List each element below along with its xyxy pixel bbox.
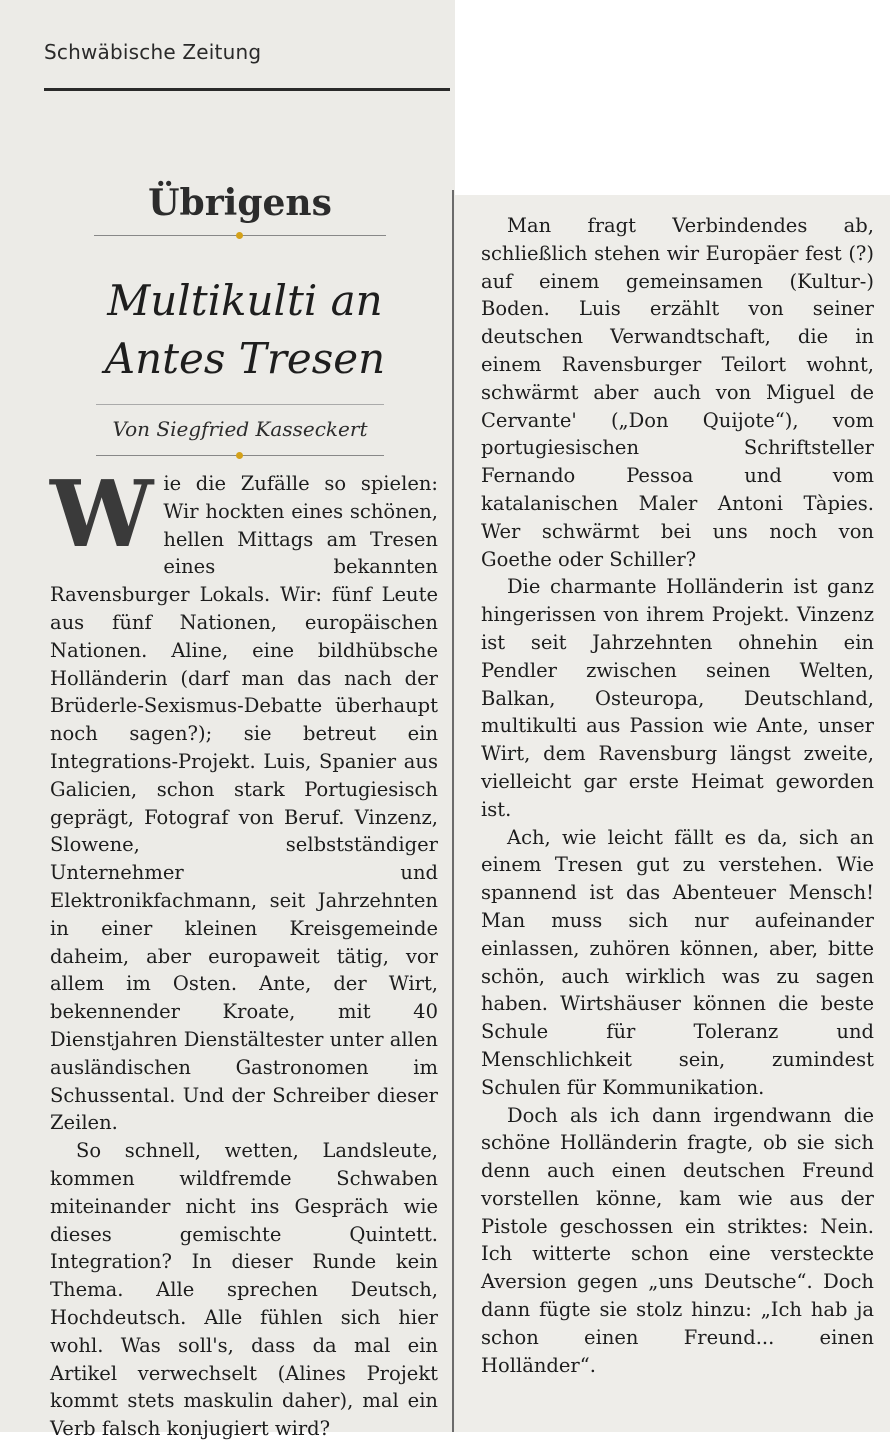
paragraph-text: ie die Zufälle so spielen: Wir hockten eines schönen, hellen Mittags am Tresen eines bekannten Ravensburger Lokals. Wir: fünf Leute aus fünf Nationen, europäischen Nationen. Aline, eine bildhübsche Holländerin (darf man das nach der Brüderle-Sexismus-Debatte überhaupt noch sagen?); sie betreut ein Integrations-Projekt. Luis, Spanier aus Galicien, schon stark Portugiesisch geprägt, Fotograf von Beruf. Vinzenz, Slowene, selbstständiger Unternehmer und Elektronikfachmann, seit Jahrzehnten in einer kleinen Kreisgemeinde daheim, aber europaweit tätig, vor allem im Osten. Ante, der Wirt, bekennender Kroate, mit 40 Dienstjahren Dienstältester unter allen ausländischen Gastronomen im Schussental. Und der Schreiber dieser Zeilen. [50, 472, 438, 1135]
article-column-right [481, 212, 874, 1379]
kicker-ornament-dot [236, 232, 243, 239]
byline-rule-top [96, 404, 384, 405]
article-column-left [50, 460, 438, 1443]
paragraph: Man fragt Verbindendes ab, schließlich stehen wir Europäer fest (?) auf einem gemeinsamen (Kultur-) Boden. Luis erzählt von seiner deutschen Verwandtschaft, die in einem Ravensburger Teilort wohnt, schwärmt aber auch von Miguel de Cervante' („Don Quijote“), vom portugiesischen Schriftsteller Fernando Pessoa und vom katalanischen Maler Antoni Tàpies. Wer schwärmt bei uns noch von Goethe oder Schiller? [481, 214, 874, 571]
article-headline: Multikulti an Antes Tresen [104, 276, 386, 383]
byline-ornament-dot [236, 452, 243, 459]
section-kicker: Übrigens [148, 182, 332, 224]
paragraph: So schnell, wetten, Landsleute, kommen wildfremde Schwaben miteinander nicht ins Gespräch wie dieses gemischte Quintett. Integration? In dieser Runde kein Thema. Alle sprechen Deutsch, Hochdeutsch. Alle fühlen sich hier wohl. Was soll's, dass da mal ein Artikel verwechselt (Alines Projekt kommt stets maskulin daher), mal ein Verb falsch konjugiert wird? [50, 1139, 438, 1441]
article-byline: Von Siegfried Kasseckert [112, 417, 368, 441]
drop-cap: W [50, 460, 154, 568]
paragraph: Die charmante Holländerin ist ganz hingerissen von ihrem Projekt. Vinzenz ist seit Jahrzehnten ohnehin ein Pendler zwischen seinen Welten, Balkan, Osteuropa, Deutschland, multikulti aus Passion wie Ante, unser Wirt, dem Ravensburg längst zweite, vielleicht gar erste Heimat geworden ist. [481, 575, 874, 821]
masthead-rule [44, 88, 450, 91]
paragraph [50, 460, 438, 1137]
newspaper-name: Schwäbische Zeitung [44, 40, 262, 64]
paragraph: Doch als ich dann irgendwann die schöne Holländerin fragte, ob sie sich denn auch einen deutschen Freund vorstellen könne, kam wie aus der Pistole geschossen ein striktes: Nein. Ich witterte schon eine versteckte Aversion gegen „uns Deutsche“. Doch dann fügte sie stolz hinzu: „Ich hab ja schon einen Freund... einen Holländer“. [481, 1103, 874, 1377]
column-divider [452, 190, 454, 1432]
paragraph: Ach, wie leicht fällt es da, sich an einem Tresen gut zu verstehen. Wie spannend ist das Abenteuer Mensch! Man muss sich nur aufeinander einlassen, zuhören können, aber, bitte schön, auch wirklich was zu sagen haben. Wirtshäuser können die beste Schule für Toleranz und Menschlichkeit sein, zumindest Schulen für Kommunikation. [481, 825, 874, 1099]
